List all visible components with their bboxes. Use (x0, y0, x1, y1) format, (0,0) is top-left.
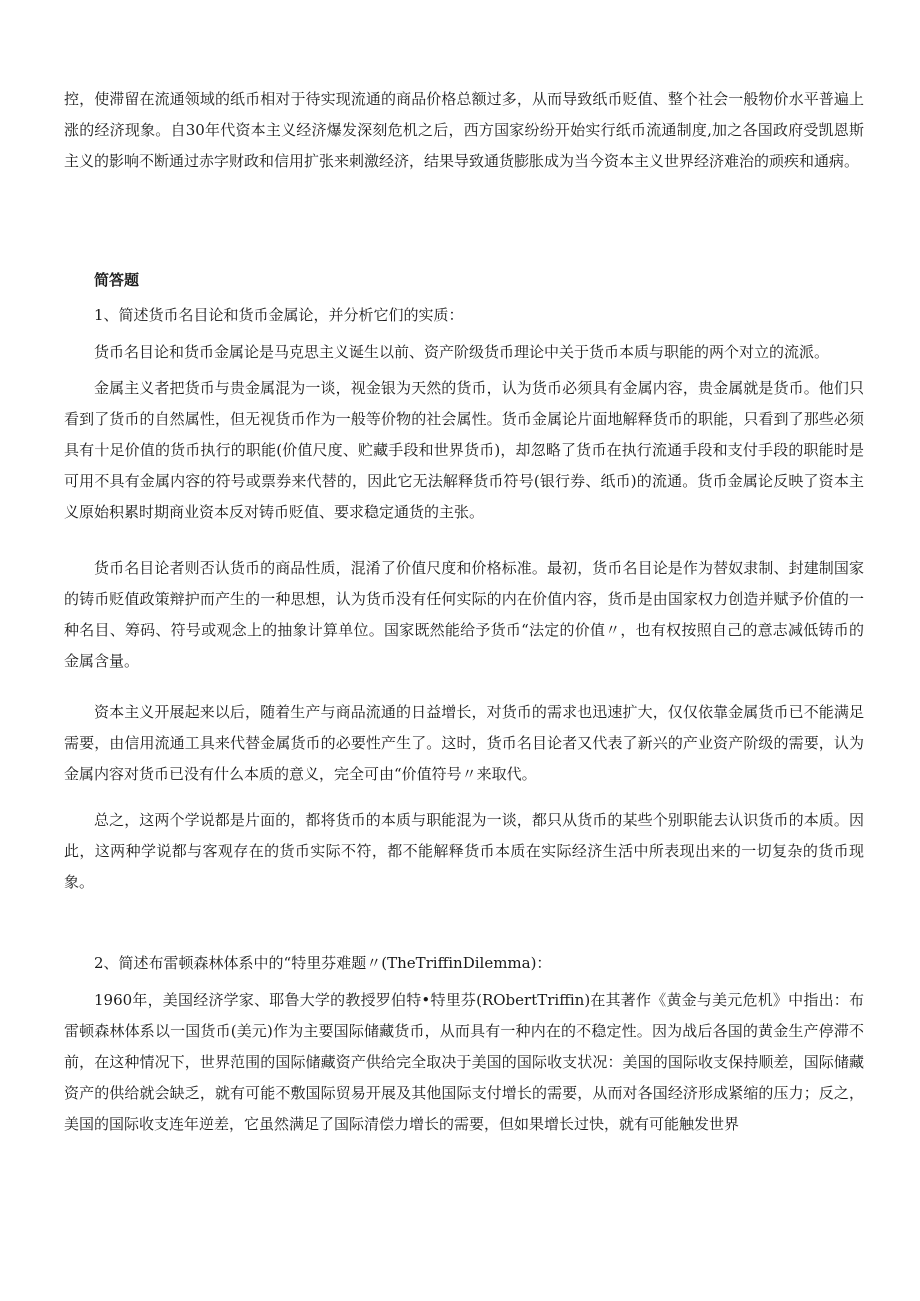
question-1-paragraph-4: 资本主义开展起来以后，随着生产与商品流通的日益增长，对货币的需求也迅速扩大，仅仅依靠金属货币已不能满足需要，由信用流通工具来代替金属货币的必要性产生了。这时，货币名目论者又代表了新兴的产业资产阶级的需要，认为金属内容对货币已没有什么本质的意义，完全可由“价值符号〃来取代。 (64, 703, 864, 783)
intro-paragraph: 控，使滞留在流通领域的纸币相对于待实现流通的商品价格总额过多，从而导致纸币贬值、整个社会一般物价水平普遍上涨的经济现象。自30年代资本主义经济爆发深刻危机之后，西方国家纷纷开始实行纸币流通制度,加之各国政府受凯恩斯主义的影响不断通过赤字财政和信用扩张来刺激经济，结果导致通货膨胀成为当今资本主义世界经济难治的顽疾和通病。 (64, 90, 864, 170)
question-1-title: 1、简述货币名目论和货币金属论，并分析它们的实质： (94, 306, 464, 324)
question-1-paragraph-3: 货币名目论者则否认货币的商品性质，混淆了价值尺度和价格标准。最初，货币名目论是作为替奴隶制、封建制国家的铸币贬值政策辩护而产生的一种思想，认为货币没有任何实际的内在价值内容，货币是由国家权力创造并赋予价值的一种名目、筹码、符号或观念上的抽象计算单位。国家既然能给予货币“法定的价值〃，也有权按照自己的意志减低铸币的金属含量。 (64, 559, 864, 670)
question-1-paragraph-1: 货币名目论和货币金属论是马克思主义诞生以前、资产阶级货币理论中关于货币本质与职能的两个对立的流派。 (94, 343, 830, 361)
question-1-paragraph-2: 金属主义者把货币与贵金属混为一谈，视金银为天然的货币，认为货币必须具有金属内容，贵金属就是货币。他们只看到了货币的自然属性，但无视货币作为一般等价物的社会属性。货币金属论片面地解释货币的职能，只看到了那些必须具有十足价值的货币执行的职能(价值尺度、贮藏手段和世界货币)，却忽略了货币在执行流通手段和支付手段的职能时是可用不具有金属内容的符号或票券来代替的，因此它无法解释货币符号(银行券、纸币)的流通。货币金属论反映了资本主义原始积累时期商业资本反对铸币贬值、要求稳定通货的主张。 (64, 379, 864, 521)
question-2-paragraph-1: 1960年，美国经济学家、耶鲁大学的教授罗伯特•特里芬(RObertTriffin)在其著作《黄金与美元危机》中指出：布雷顿森林体系以一国货币(美元)作为主要国际储藏货币，从而具有一种内在的不稳定性。因为战后各国的黄金生产停滞不前，在这种情况下，世界范围的国际储藏资产供给完全取决于美国的国际收支状况：美国的国际收支保持顺差，国际储藏资产的供给就会缺乏，就有可能不敷国际贸易开展及其他国际支付增长的需要，从而对各国经济形成紧缩的压力；反之，美国的国际收支连年逆差，它虽然满足了国际清偿力增长的需要，但如果增长过快，就有可能触发世界 (64, 991, 864, 1133)
section-heading: 简答题 (94, 271, 140, 289)
question-1-paragraph-5: 总之，这两个学说都是片面的，都将货币的本质与职能混为一谈，都只从货币的某些个别职能去认识货币的本质。因此，这两种学说都与客观存在的货币实际不符，都不能解释货币本质在实际经济生活中所表现出来的一切复杂的货币现象。 (64, 811, 864, 891)
question-2-title: 2、简述布雷顿森林体系中的“特里芬难题〃(TheTriffinDilemma)： (94, 954, 552, 972)
